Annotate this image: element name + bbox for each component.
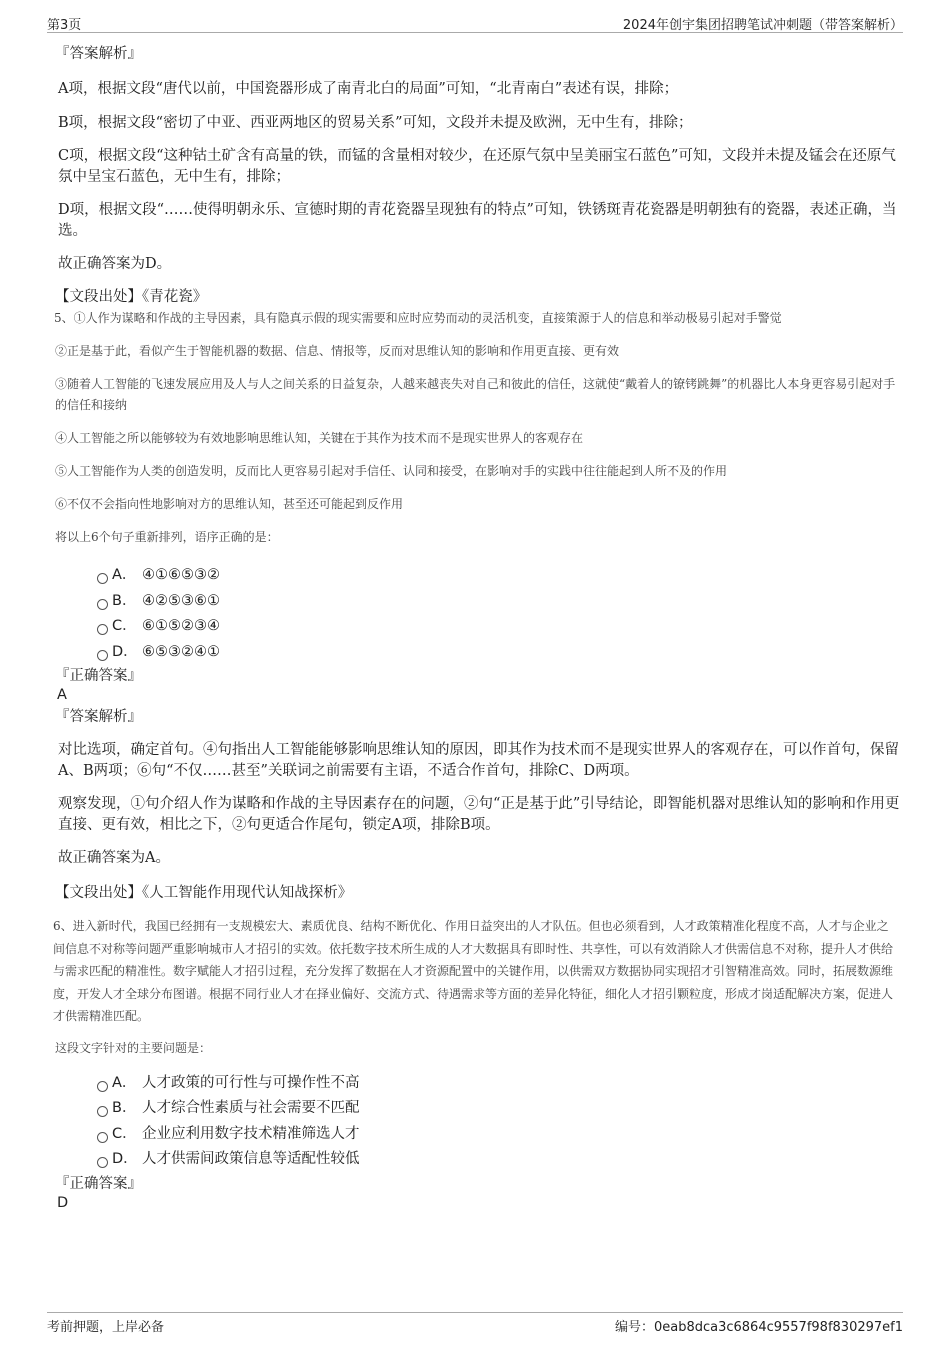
q4-analysis-d: D项，根据文段“……使得明朝永乐、宣德时期的青花瓷器呈现独有的特点”可知，铁锈斑青花瓷器是明朝独有的瓷器，表述正确，当选。: [58, 202, 897, 239]
q5-option-c[interactable]: C． ⑥①⑤②③④: [55, 615, 900, 641]
q5-prompt: 将以上6个句子重新排列，语序正确的是：: [55, 530, 279, 544]
q5-analysis-2: 观察发现，①句介绍人作为谋略和作战的主导因素存在的问题，②句“正是基于此”引导结论，即智能机器对思维认知的影响和作用更直接、更有效，相比之下，②句更适合作尾句，锁定A项，排除B项。: [58, 796, 900, 833]
radio-icon[interactable]: [97, 1081, 108, 1092]
q4-analysis-label: 『答案解析』: [55, 46, 142, 62]
q5-option-a[interactable]: A． ④①⑥⑤③②: [55, 564, 900, 590]
document-body: [55, 44, 900, 1213]
q5-conclusion: 故正确答案为A。: [58, 850, 170, 866]
footer-slogan: 考前押题，上岸必备: [47, 1320, 165, 1335]
q4-source: 【文段出处】《青花瓷》: [55, 289, 208, 305]
q4-analysis-a: A项，根据文段“唐代以前，中国瓷器形成了南青北白的局面”可知，“北青南白”表述有误，排除；: [58, 81, 679, 97]
q5-sentence-1: 5、①人作为谋略和作战的主导因素，具有隐真示假的现实需要和应时应势而动的灵活机变，直接策源于人的信息和举动极易引起对手警觉: [54, 311, 782, 325]
q5-analysis-label: 『答案解析』: [55, 709, 142, 725]
q6-option-a[interactable]: A． 人才政策的可行性与可操作性不高: [55, 1072, 900, 1098]
document-title: 2024年创宇集团招聘笔试冲刺题（带答案解析）: [622, 18, 903, 33]
q6-option-b[interactable]: B． 人才综合性素质与社会需要不匹配: [55, 1097, 900, 1123]
q5-sentence-3: ③随着人工智能的飞速发展应用及人与人之间关系的日益复杂，人越来越丧失对自己和彼此的信任，这就使“戴着人的镣铐跳舞”的机器比人本身更容易引起对手的信任和接纳: [55, 377, 896, 412]
page-number: 第3页: [47, 18, 82, 33]
q5-option-b[interactable]: B． ④②⑤③⑥①: [55, 590, 900, 616]
q4-analysis-c: C项，根据文段“这种钴土矿含有高量的铁，而锰的含量相对较少，在还原气氛中呈美丽宝石蓝色”可知，文段并未提及锰会在还原气氛中呈宝石蓝色，无中生有，排除；: [58, 148, 896, 185]
q6-answer-label: 『正确答案』: [55, 1175, 142, 1192]
radio-icon[interactable]: [97, 599, 108, 610]
radio-icon[interactable]: [97, 573, 108, 584]
page-header: [47, 14, 903, 33]
q6-answer: D: [57, 1194, 69, 1211]
radio-icon[interactable]: [97, 1132, 108, 1143]
q5-analysis-1: 对比选项，确定首句。④句指出人工智能能够影响思维认知的原因，即其作为技术而不是现实世界人的客观存在，可以作首句，保留A、B两项；⑥句“不仅……甚至”关联词之前需要有主语，不适合作首句，排除C、D两项。: [58, 742, 899, 779]
q5-sentence-5: ⑤人工智能作为人类的创造发明，反而比人更容易引起对手信任、认同和接受，在影响对手的实践中往往能起到人所不及的作用: [55, 464, 728, 478]
q6-option-c[interactable]: C． 企业应利用数字技术精准筛选人才: [55, 1123, 900, 1149]
q6-prompt: 这段文字针对的主要问题是：: [55, 1040, 212, 1055]
q5-sentence-6: ⑥不仅不会指向性地影响对方的思维认知，甚至还可能起到反作用: [55, 497, 404, 511]
q5-sentence-2: ②正是基于此，看似产生于智能机器的数据、信息、情报等，反而对思维认知的影响和作用更直接、更有效: [55, 344, 620, 358]
q5-options: [55, 564, 900, 666]
q5-sentence-4: ④人工智能之所以能够较为有效地影响思维认知，关键在于其作为技术而不是现实世界人的客观存在: [55, 431, 584, 445]
page-footer: [47, 1312, 903, 1333]
q6-option-d[interactable]: D． 人才供需间政策信息等适配性较低: [55, 1148, 900, 1174]
q5-answer: A: [57, 687, 67, 703]
radio-icon[interactable]: [97, 650, 108, 661]
radio-icon[interactable]: [97, 1157, 108, 1168]
q4-analysis-b: B项，根据文段“密切了中亚、西亚两地区的贸易关系”可知，文段并未提及欧洲，无中生有，排除；: [58, 115, 693, 131]
radio-icon[interactable]: [97, 1106, 108, 1117]
q4-conclusion: 故正确答案为D。: [58, 256, 172, 272]
radio-icon[interactable]: [97, 624, 108, 635]
q5-option-d[interactable]: D． ⑥⑤③②④①: [55, 641, 900, 667]
document-id: 编号：0eab8dca3c6864c9557f98f830297ef1: [614, 1320, 903, 1335]
q5-answer-label: 『正确答案』: [55, 668, 142, 684]
q5-source: 【文段出处】《人工智能作用现代认知战探析》: [55, 885, 353, 901]
q6-passage: 6、进入新时代，我国已经拥有一支规模宏大、素质优良、结构不断优化、作用日益突出的人才队伍。但也必须看到，人才政策精准化程度不高，人才与企业之间信息不对称等问题严重影响城市人才招引的实效。依托数字技术所生成的人才大数据具有即时性、共享性，可以有效消除人才供需信息不对称，提升人才供给与需求匹配的精准性。数字赋能人才招引过程，充分发挥了数据在人才资源配置中的关键作用，以供需双方数据协同实现招才引智精准高效。同时，拓展数源维度，开发人才全球分布图谱。根据不同行业人才在择业偏好、交流方式、待遇需求等方面的差异化特征，细化人才招引颗粒度，形成才岗适配解决方案，促进人才供需精准匹配。: [53, 919, 894, 1023]
q6-options: [55, 1072, 900, 1174]
